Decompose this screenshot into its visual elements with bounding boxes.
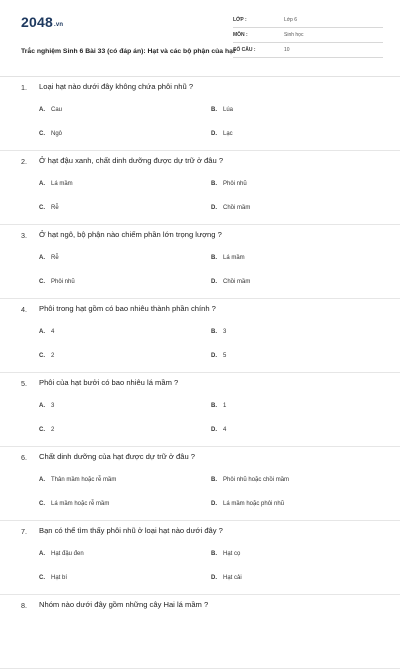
option-text: Lá mầm xyxy=(223,255,245,261)
option-b[interactable] xyxy=(211,329,226,335)
option-c[interactable] xyxy=(39,131,62,137)
option-letter: C. xyxy=(39,575,45,581)
question-text: Chất dinh dưỡng của hạt được dự trữ ở đâu ? xyxy=(39,452,196,461)
option-letter: B. xyxy=(211,477,217,483)
logo-suffix: .vn xyxy=(53,22,64,28)
option-text: Thân mầm hoặc rễ mầm xyxy=(51,477,117,483)
question-item xyxy=(0,225,400,299)
option-b[interactable] xyxy=(211,551,240,557)
option-text: Hạt cọ xyxy=(223,551,241,557)
option-a[interactable] xyxy=(39,551,84,557)
option-text: Lá mầm xyxy=(51,181,73,187)
option-letter: D. xyxy=(211,205,217,211)
option-b[interactable] xyxy=(211,477,289,483)
option-letter: D. xyxy=(211,427,217,433)
option-text: Ngô xyxy=(51,131,63,137)
option-letter: A. xyxy=(39,551,45,557)
option-text: Hạt bí xyxy=(51,575,68,581)
question-text: Bạn có thể tìm thấy phôi nhũ ở loại hạt nào dưới đây ? xyxy=(39,526,223,535)
question-text: Nhóm nào dưới đây gồm những cây Hai lá mầm ? xyxy=(39,600,209,609)
option-letter: B. xyxy=(211,551,217,557)
option-text: 3 xyxy=(223,329,227,335)
option-d[interactable] xyxy=(211,205,250,211)
question-text: Phôi trong hạt gồm có bao nhiêu thành phần chính ? xyxy=(39,304,216,313)
option-text: 4 xyxy=(51,329,55,335)
option-letter: A. xyxy=(39,477,45,483)
option-text: 2 xyxy=(51,353,55,359)
option-letter: D. xyxy=(211,501,217,507)
option-letter: C. xyxy=(39,501,45,507)
option-text: Lạc xyxy=(223,131,233,137)
option-letter: B. xyxy=(211,329,217,335)
option-text: Chồi mầm xyxy=(223,279,251,285)
question-item xyxy=(0,77,400,151)
question-item xyxy=(0,595,400,669)
option-letter: B. xyxy=(211,403,217,409)
option-letter: A. xyxy=(39,181,45,187)
question-number: 6. xyxy=(21,453,27,462)
option-text: Lúa xyxy=(223,107,234,113)
option-text: Lá mầm hoặc phôi nhũ xyxy=(223,501,285,507)
option-b[interactable] xyxy=(211,403,226,409)
option-b[interactable] xyxy=(211,181,247,187)
option-letter: A. xyxy=(39,403,45,409)
meta-row-grade xyxy=(233,14,383,28)
question-number: 3. xyxy=(21,231,27,240)
option-c[interactable] xyxy=(39,279,75,285)
meta-label: LỚP : xyxy=(233,17,247,23)
option-letter: A. xyxy=(39,255,45,261)
option-a[interactable] xyxy=(39,477,116,483)
logo-text: 2048 xyxy=(21,14,53,30)
option-d[interactable] xyxy=(211,131,233,137)
option-letter: B. xyxy=(211,107,217,113)
question-item xyxy=(0,299,400,373)
option-letter: D. xyxy=(211,575,217,581)
question-text: Ở hạt ngô, bộ phận nào chiếm phần lớn trọng lượng ? xyxy=(39,230,222,239)
option-letter: C. xyxy=(39,131,45,137)
option-text: 4 xyxy=(223,427,227,433)
option-d[interactable] xyxy=(211,279,250,285)
question-number: 4. xyxy=(21,305,27,314)
option-letter: A. xyxy=(39,107,45,113)
question-text: Loại hạt nào dưới đây không chứa phôi nhũ ? xyxy=(39,82,194,91)
question-item xyxy=(0,151,400,225)
meta-row-subject xyxy=(233,29,383,43)
question-item xyxy=(0,521,400,595)
option-letter: A. xyxy=(39,329,45,335)
option-c[interactable] xyxy=(39,427,54,433)
option-letter: B. xyxy=(211,255,217,261)
option-text: Phôi nhũ xyxy=(51,279,75,285)
option-text: Hạt cải xyxy=(223,575,242,581)
option-a[interactable] xyxy=(39,107,62,113)
option-letter: D. xyxy=(211,279,217,285)
option-text: Chồi mầm xyxy=(223,205,251,211)
option-letter: B. xyxy=(211,181,217,187)
question-number: 8. xyxy=(21,601,27,610)
option-letter: C. xyxy=(39,279,45,285)
quiz-title: Trắc nghiệm Sinh 6 Bài 33 (có đáp án): Hạt và các bộ phận của hạt xyxy=(21,48,236,55)
option-d[interactable] xyxy=(211,427,226,433)
question-number: 2. xyxy=(21,157,27,166)
option-text: 2 xyxy=(51,427,55,433)
option-letter: C. xyxy=(39,353,45,359)
question-item xyxy=(0,373,400,447)
meta-label: SỐ CÂU : xyxy=(233,47,256,53)
option-d[interactable] xyxy=(211,353,226,359)
option-c[interactable] xyxy=(39,501,109,507)
option-d[interactable] xyxy=(211,501,284,507)
meta-row-count xyxy=(233,44,383,58)
option-text: Rễ xyxy=(51,255,59,261)
option-text: 5 xyxy=(223,353,227,359)
option-a[interactable] xyxy=(39,329,54,335)
option-text: Hạt đậu đen xyxy=(51,551,84,557)
option-a[interactable] xyxy=(39,255,59,261)
question-list xyxy=(0,77,400,669)
question-text: Ở hạt đậu xanh, chất dinh dưỡng được dự trữ ở đâu ? xyxy=(39,156,224,165)
meta-value: Lớp 6 xyxy=(284,17,298,23)
meta-value: Sinh học xyxy=(284,32,304,38)
option-c[interactable] xyxy=(39,575,67,581)
question-number: 1. xyxy=(21,83,27,92)
option-text: 3 xyxy=(51,403,55,409)
option-c[interactable] xyxy=(39,205,59,211)
option-text: Phôi nhũ hoặc chồi mầm xyxy=(223,477,290,483)
question-number: 5. xyxy=(21,379,27,388)
site-logo[interactable] xyxy=(21,14,63,30)
quiz-meta xyxy=(233,14,383,59)
option-text: Cau xyxy=(51,107,63,113)
option-text: Lá mầm hoặc rễ mầm xyxy=(51,501,110,507)
question-text: Phôi của hạt bưởi có bao nhiêu lá mầm ? xyxy=(39,378,179,387)
option-text: Rễ xyxy=(51,205,59,211)
option-text: 1 xyxy=(223,403,227,409)
meta-value: 10 xyxy=(284,47,290,53)
option-c[interactable] xyxy=(39,353,54,359)
meta-label: MÔN : xyxy=(233,32,248,38)
option-b[interactable] xyxy=(211,107,233,113)
option-letter: C. xyxy=(39,205,45,211)
question-item xyxy=(0,447,400,521)
option-a[interactable] xyxy=(39,181,73,187)
option-a[interactable] xyxy=(39,403,54,409)
question-number: 7. xyxy=(21,527,27,536)
option-d[interactable] xyxy=(211,575,242,581)
option-letter: C. xyxy=(39,427,45,433)
option-letter: D. xyxy=(211,353,217,359)
option-b[interactable] xyxy=(211,255,245,261)
option-letter: D. xyxy=(211,131,217,137)
option-text: Phôi nhũ xyxy=(223,181,247,187)
